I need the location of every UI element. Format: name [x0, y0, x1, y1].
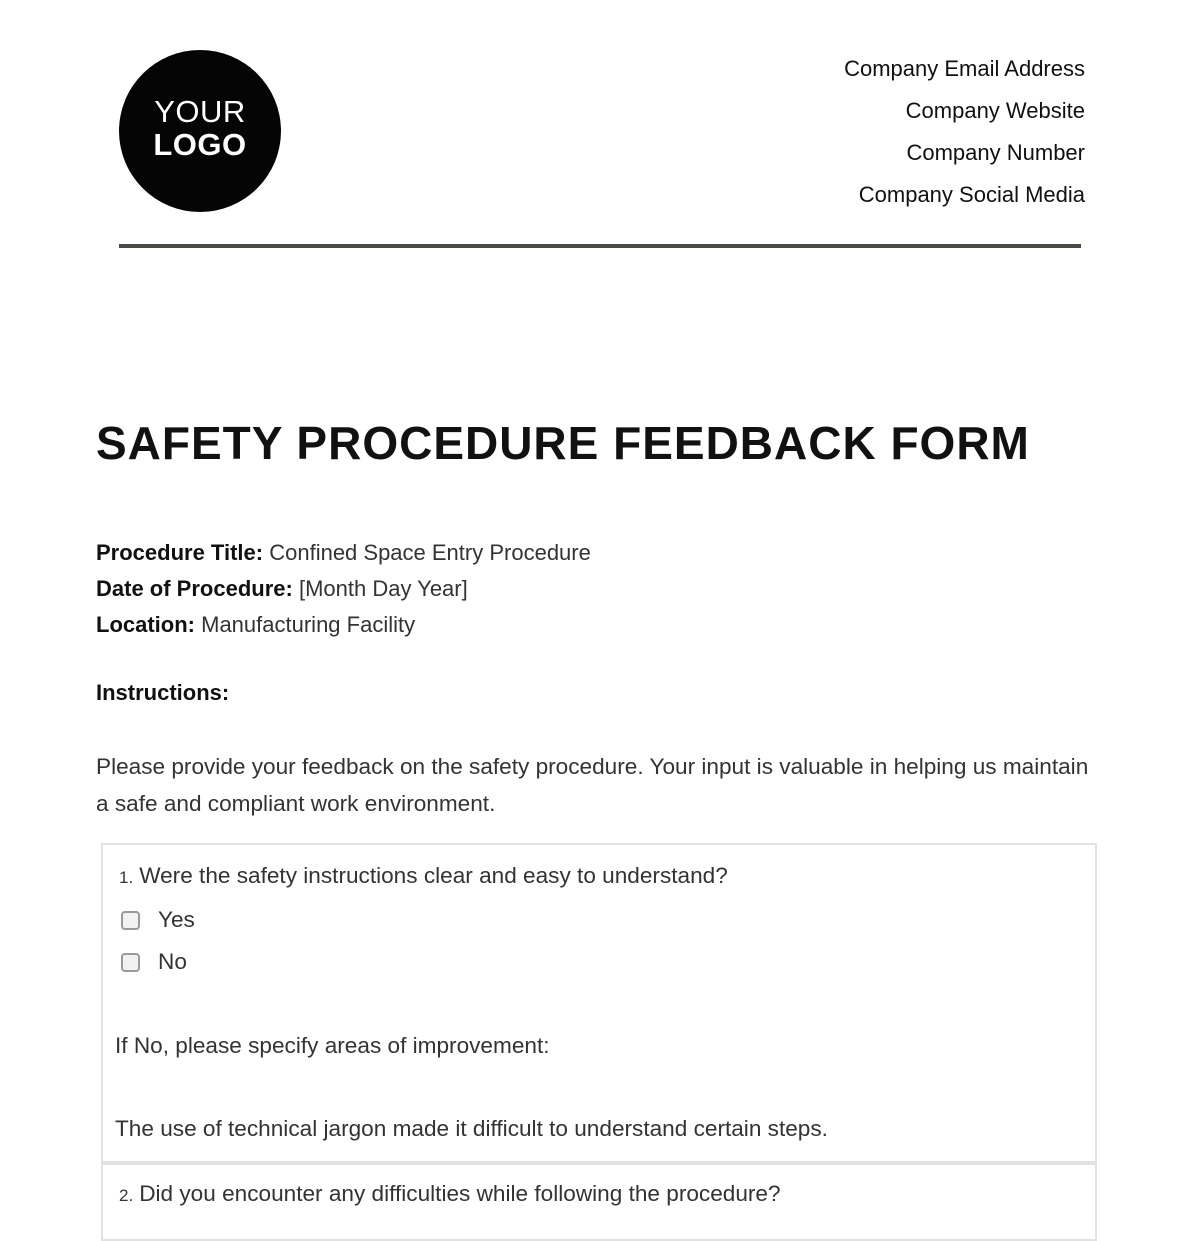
location-value: Manufacturing Facility — [201, 612, 416, 637]
question-1-text — [119, 863, 728, 889]
logo-text-logo: LOGO — [153, 127, 247, 162]
procedure-title-label: Procedure Title: — [96, 540, 264, 565]
instructions-text: Please provide your feedback on the safety procedure. Your input is valuable in helping us maintain a safe and compliant work environment. — [96, 754, 1089, 816]
company-contact-info — [844, 55, 1085, 223]
location-label: Location: — [96, 612, 195, 637]
company-number: Company Number — [906, 140, 1085, 165]
question-2-number: 2. — [119, 1186, 134, 1205]
procedure-date-row — [96, 571, 591, 607]
question-1-followup-prompt: If No, please specify areas of improvement: — [115, 1033, 550, 1058]
question-1-number: 1. — [119, 868, 134, 887]
procedure-details — [96, 535, 591, 643]
question-1-option-yes[interactable] — [121, 907, 195, 933]
company-website: Company Website — [905, 98, 1085, 123]
company-logo — [119, 50, 281, 212]
instructions-heading: Instructions: — [96, 680, 230, 705]
location-row — [96, 607, 591, 643]
question-2-box — [101, 1161, 1097, 1241]
company-email: Company Email Address — [844, 56, 1085, 81]
question-1-followup-answer[interactable]: The use of technical jargon made it difficult to understand certain steps. — [115, 1116, 828, 1141]
logo-text-your: YOUR — [154, 94, 246, 129]
form-title: SAFETY PROCEDURE FEEDBACK FORM — [96, 417, 1030, 469]
question-1-label: Were the safety instructions clear and easy to understand? — [139, 863, 728, 888]
question-2-text — [119, 1181, 781, 1207]
yes-label: Yes — [158, 907, 195, 932]
procedure-date-value: [Month Day Year] — [298, 576, 468, 601]
no-checkbox[interactable] — [121, 953, 140, 972]
procedure-title-value: Confined Space Entry Procedure — [269, 540, 591, 565]
yes-checkbox[interactable] — [121, 911, 140, 930]
header-divider — [119, 244, 1081, 248]
question-1-option-no[interactable] — [121, 949, 187, 975]
procedure-title-row — [96, 535, 591, 571]
no-label: No — [158, 949, 187, 974]
question-1-box — [101, 843, 1097, 1165]
question-2-label: Did you encounter any difficulties while following the procedure? — [139, 1181, 781, 1206]
company-social-media: Company Social Media — [858, 182, 1085, 207]
procedure-date-label: Date of Procedure: — [96, 576, 293, 601]
